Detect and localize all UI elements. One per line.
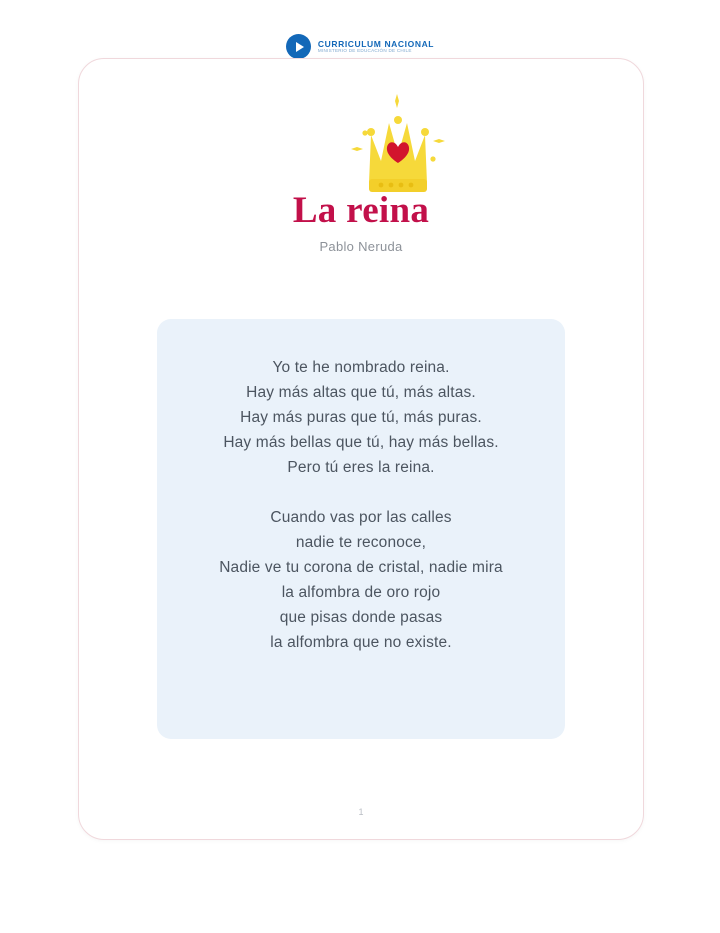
poem-line: nadie te reconoce, [295, 534, 427, 551]
poem-container [157, 319, 565, 739]
poem-line: Yo te he nombrado reina. [272, 359, 450, 376]
stanza [175, 505, 547, 655]
brand-tagline: MINISTERIO DE EDUCACIÓN DE CHILE [317, 47, 412, 53]
poem-line: Hay más bellas que tú, hay más bellas. [223, 434, 499, 451]
poem-line: Nadie ve tu corona de cristal, nadie mira [219, 559, 503, 576]
author-name: Pablo Neruda [319, 239, 403, 254]
poem-line: Hay más puras que tú, más puras. [240, 409, 482, 426]
poem-line: Cuando vas por las calles [270, 509, 452, 526]
brand-header [0, 34, 720, 59]
crown-icon [343, 89, 453, 204]
poem-line: la alfombra que no existe. [270, 634, 452, 651]
page-number: 1 [358, 807, 364, 817]
play-circle-icon [286, 34, 311, 59]
brand-text [318, 40, 434, 54]
poem-line: Pero tú eres la reina. [287, 459, 435, 476]
poem-line: que pisas donde pasas [279, 609, 443, 626]
poem-line: la alfombra de oro rojo [281, 584, 441, 601]
stanza [175, 355, 547, 480]
brand-name: CURRICULUM NACIONAL [317, 38, 435, 49]
poem-line: Hay más altas que tú, más altas. [246, 384, 476, 401]
page-title: La reina [292, 190, 430, 231]
play-triangle-icon [296, 42, 304, 52]
document-sheet [78, 58, 644, 840]
